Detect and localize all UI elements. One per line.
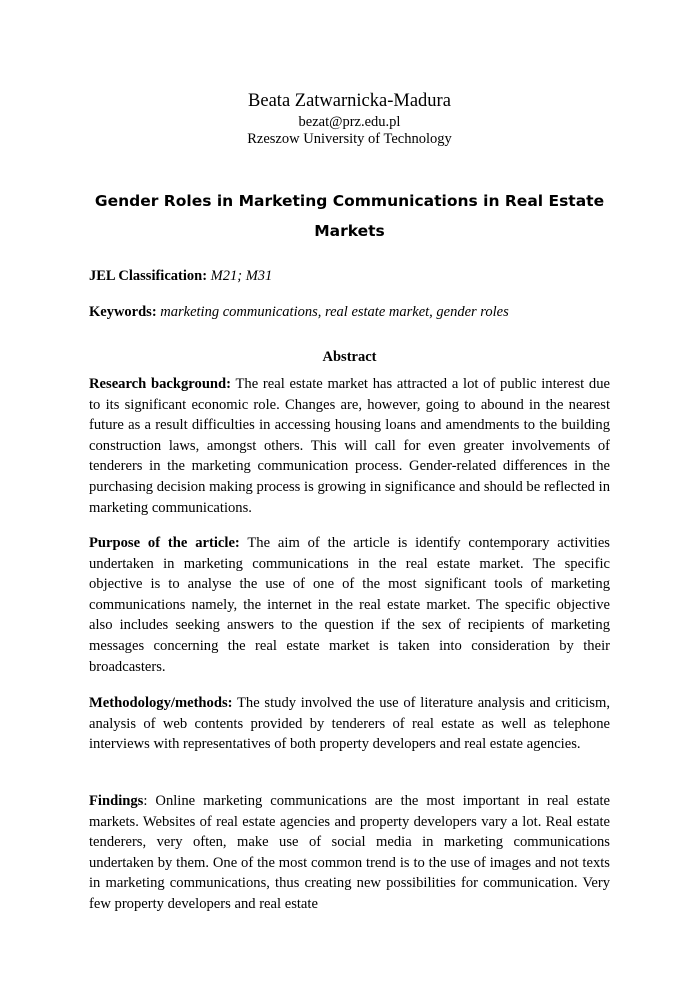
jel-value: M21; M31 — [210, 268, 273, 284]
abstract-findings — [89, 791, 610, 915]
abstract-heading: Abstract — [322, 349, 377, 365]
section-text: The real estate market has attracted a lot of public interest due to its significant economic role. Changes are, however, going to abound in the nearest future as a result difficulties in accessing housing loans and amendments to the building construction laws, amongst others. This will call for even greater involvements of tenderers in the marketing communication process. Gender-related differences in the purchasing decision making process is growing in significance and should be reflected in marketing communications. — [89, 376, 611, 516]
author-name: Beata Zatwarnicka-Madura — [248, 91, 451, 111]
section-text: The study involved the use of literature analysis and criticism, analysis of web contents provided by tenderers of real estate as well as telephone interviews with representatives of both property developers and real estate agencies. — [89, 695, 610, 753]
section-label: Research background: — [89, 376, 232, 392]
author-affiliation: Rzeszow University of Technology — [247, 131, 452, 147]
section-label: Findings — [89, 793, 144, 809]
abstract-methodology — [89, 693, 610, 755]
jel-label: JEL Classification: — [89, 268, 208, 284]
keywords-value: marketing communications, real estate market, gender roles — [160, 304, 509, 320]
keywords — [89, 302, 610, 322]
section-label: Purpose of the article: — [89, 535, 240, 551]
jel-classification — [89, 266, 610, 286]
section-text: The aim of the article is identify contemporary activities undertaken in marketing communications in the real estate market. The specific objective is to analyse the use of one of the most significant tools of marketing communications namely, the internet in the real estate market. The specific objective also includes seeking answers to the question if the sex of recipients of marketing messages concerning the real estate market is taken into consideration by their broadcasters. — [89, 535, 610, 675]
abstract-purpose — [89, 533, 610, 677]
paper-title: Gender Roles in Marketing Communications in Real Estate Markets — [94, 192, 605, 240]
section-label: Methodology/methods: — [89, 695, 233, 711]
section-text: : Online marketing communications are the most important in real estate markets. Websites of real estate agencies and property developers vary a lot. Real estate tenderers, very often, make use of social media in marketing communications undertaken by them. One of the most common trend is to the use of images and not texts in marketing communications, thus creating new possibilities for communication. Very few property developers and real estate — [89, 793, 610, 912]
abstract-research-background — [89, 374, 610, 518]
keywords-label: Keywords: — [89, 304, 157, 320]
author-email: bezat@prz.edu.pl — [298, 114, 401, 130]
